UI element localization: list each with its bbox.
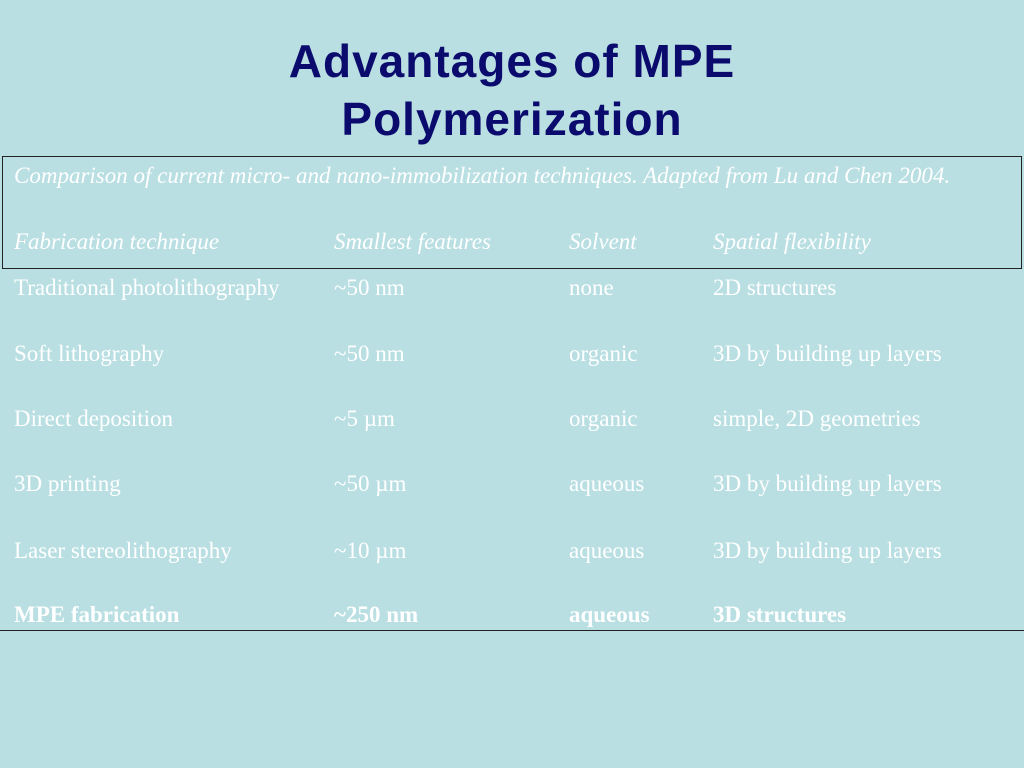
slide-title-line-2: Polymerization xyxy=(341,93,683,145)
table-cell-flexibility: 3D structures xyxy=(713,602,847,627)
table-cell-technique: Laser stereolithography xyxy=(14,538,232,563)
column-header-technique: Fabrication technique xyxy=(14,229,220,254)
slide-title-line-1: Advantages of MPE xyxy=(288,35,736,87)
column-header-features: Smallest features xyxy=(334,229,491,254)
table-cell-features: ~5 µm xyxy=(334,406,395,431)
table-cell-solvent: aqueous xyxy=(569,471,645,496)
table-cell-technique: MPE fabrication xyxy=(14,602,180,627)
table-cell-solvent: aqueous xyxy=(569,538,645,563)
table-bottom-rule xyxy=(0,630,1024,631)
table-cell-features: ~50 µm xyxy=(334,471,407,496)
table-cell-technique: Soft lithography xyxy=(14,341,165,366)
table-cell-technique: Traditional photolithography xyxy=(14,275,280,300)
table-cell-solvent: none xyxy=(569,275,614,300)
table-cell-features: ~10 µm xyxy=(334,538,407,563)
table-cell-features: ~50 nm xyxy=(334,341,405,366)
table-cell-flexibility: simple, 2D geometries xyxy=(713,406,921,431)
column-header-solvent: Solvent xyxy=(569,229,637,254)
slide-title xyxy=(0,32,1024,148)
table-cell-technique: Direct deposition xyxy=(14,406,174,431)
table-cell-solvent: organic xyxy=(569,341,638,366)
table-cell-solvent: organic xyxy=(569,406,638,431)
column-header-flexibility: Spatial flexibility xyxy=(713,229,871,254)
table-cell-technique: 3D printing xyxy=(14,471,121,496)
table-cell-flexibility: 3D by building up layers xyxy=(713,538,942,563)
table-cell-solvent: aqueous xyxy=(569,602,650,627)
table-cell-features: ~50 nm xyxy=(334,275,405,300)
table-cell-features: ~250 nm xyxy=(334,602,419,627)
table-caption: Comparison of current micro- and nano-immobilization techniques. Adapted from Lu and Chen 2004. xyxy=(14,163,951,188)
table-cell-flexibility: 3D by building up layers xyxy=(713,341,942,366)
table-cell-flexibility: 3D by building up layers xyxy=(713,471,942,496)
table-cell-flexibility: 2D structures xyxy=(713,275,837,300)
